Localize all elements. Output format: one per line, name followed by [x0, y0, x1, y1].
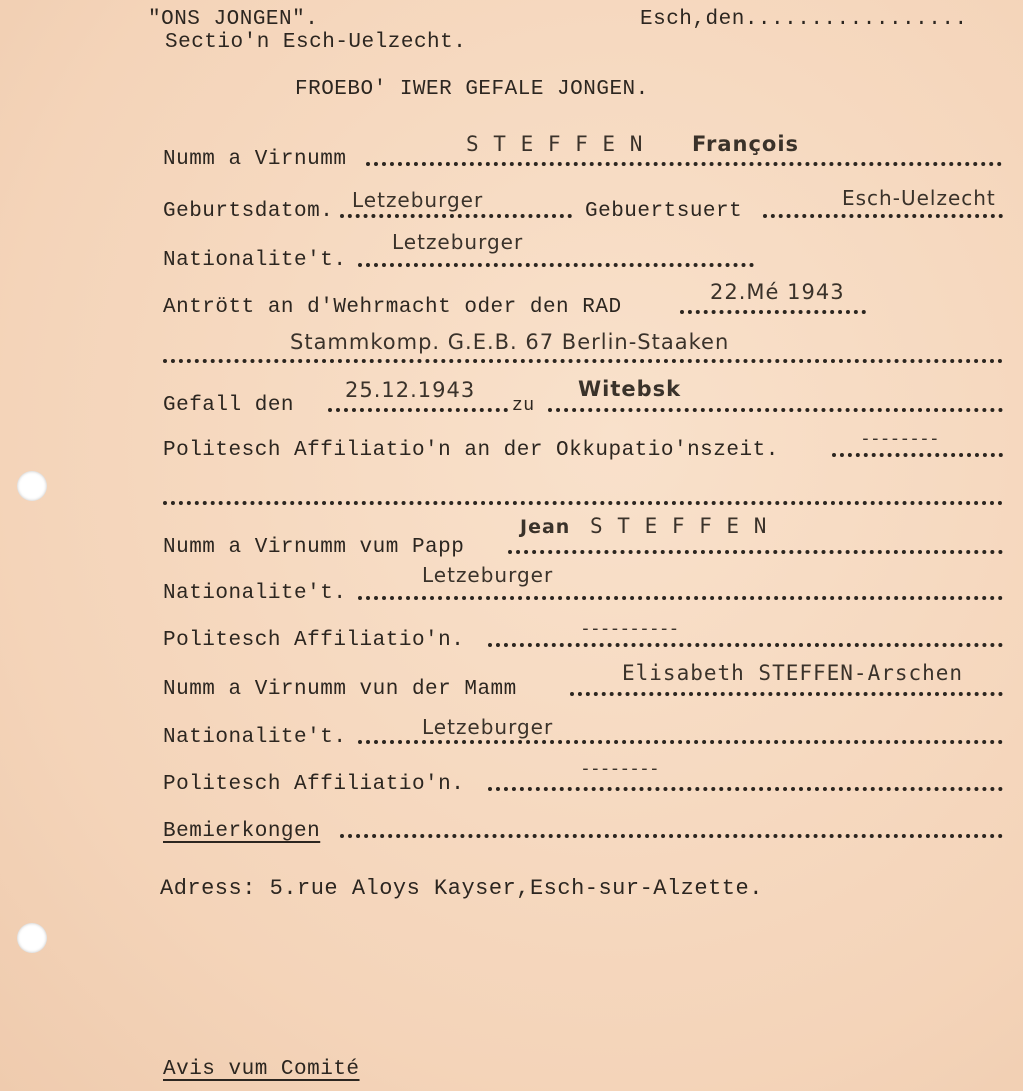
fallen-dots-a	[328, 402, 508, 412]
unit-value: Stammkomp. G.E.B. 67 Berlin-Staaken	[290, 330, 730, 354]
org-name: "ONS JONGEN".	[148, 8, 319, 31]
fallen-date: 25.12.1943	[345, 378, 476, 402]
nationality-label: Nationalite't.	[163, 249, 347, 272]
political-label: Politesch Affiliatio'n an der Okkupatio'nszeit.	[163, 439, 779, 462]
address: Adress: 5.rue Aloys Kayser,Esch-sur-Alzette.	[160, 876, 763, 901]
first-name-value: François	[692, 132, 800, 156]
blank-dots	[163, 495, 1003, 505]
fallen-label: Gefall den	[163, 394, 295, 417]
entry-date: 22.Mé 1943	[710, 280, 845, 304]
political-value: --------	[860, 428, 939, 449]
father-label: Numm a Virnumm vum Papp	[163, 536, 465, 559]
birthdate-value: Letzeburger	[352, 188, 484, 212]
father-last: S T E F F E N	[590, 514, 768, 538]
punch-hole-top	[17, 471, 47, 501]
father-nat-label: Nationalite't.	[163, 582, 347, 605]
father-pol-label: Politesch Affiliatio'n.	[163, 629, 465, 652]
committee-label: Avis vum Comité	[163, 1058, 360, 1081]
mother-pol-value: --------	[580, 758, 659, 779]
nationality-dots	[358, 257, 754, 267]
entry-dots	[680, 304, 866, 314]
fallen-dots-b	[548, 402, 1003, 412]
father-nat-value: Letzeburger	[422, 563, 554, 587]
birthdate-label: Geburtsdatom.	[163, 200, 334, 223]
section-name: Sectio'n Esch-Uelzecht.	[165, 31, 467, 54]
father-first: Jean	[520, 516, 571, 538]
mother-pol-dots	[488, 781, 1003, 791]
entry-label: Antrött an d'Wehrmacht oder den RAD	[163, 296, 622, 319]
remarks-dots	[340, 828, 1003, 838]
birthplace-label: Gebuertsuert	[585, 200, 743, 223]
form-title: FROEBO' IWER GEFALE JONGEN.	[295, 78, 649, 101]
mother-dots	[570, 686, 1003, 696]
name-dots	[366, 156, 1002, 166]
nationality-value: Letzeburger	[392, 230, 524, 254]
punch-hole-bottom	[17, 923, 47, 953]
name-label: Numm a Virnumm	[163, 148, 347, 171]
father-nat-dots	[358, 590, 1003, 600]
mother-label: Numm a Virnumm vun der Mamm	[163, 678, 517, 701]
father-dots	[508, 544, 1003, 554]
mother-nat-value: Letzeburger	[422, 715, 554, 739]
mother-nat-label: Nationalite't.	[163, 726, 347, 749]
remarks-label: Bemierkongen	[163, 820, 321, 843]
birthplace-value: Esch-Uelzecht	[842, 186, 996, 210]
father-pol-dots	[488, 637, 1003, 647]
name-value: S T E F F E N	[466, 132, 644, 156]
fallen-at-label: zu	[512, 396, 535, 416]
fallen-place: Witebsk	[578, 377, 682, 401]
mother-pol-label: Politesch Affiliatio'n.	[163, 773, 465, 796]
father-pol-value: ----------	[580, 618, 679, 639]
place-date: Esch,den.................	[640, 8, 968, 31]
unit-dots	[163, 353, 1003, 363]
mother-value: Elisabeth STEFFEN-Arschen	[622, 661, 964, 685]
